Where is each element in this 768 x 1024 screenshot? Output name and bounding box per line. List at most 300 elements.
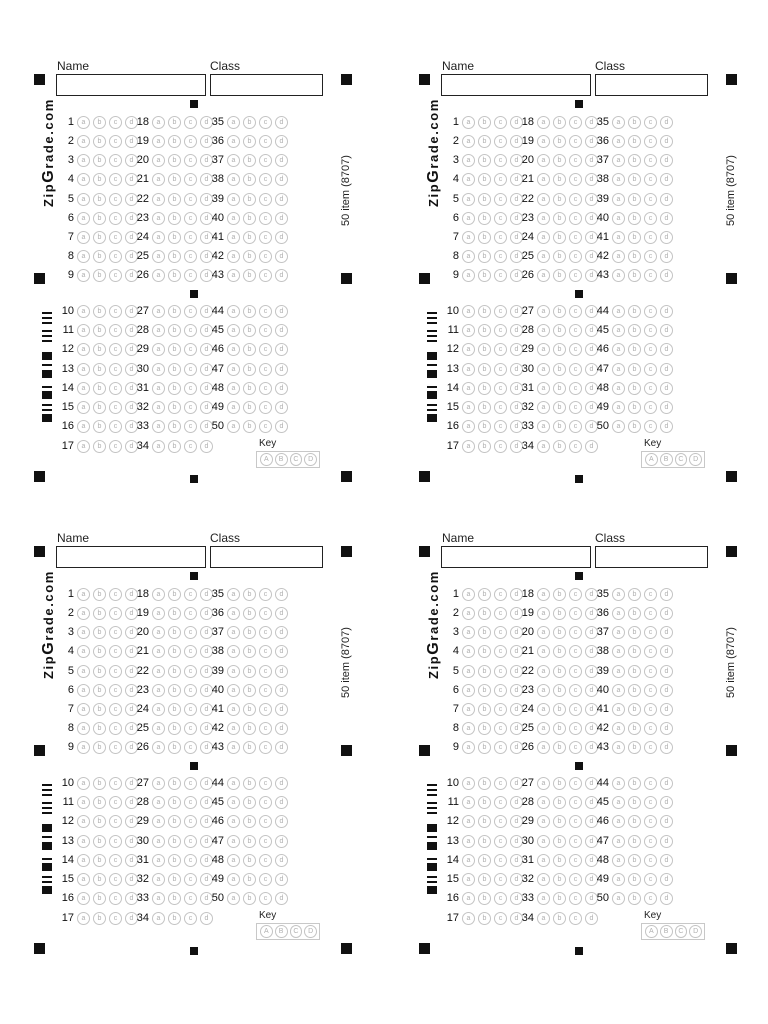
answer-bubble[interactable]: c bbox=[109, 154, 122, 167]
answer-bubble[interactable]: d bbox=[510, 626, 523, 639]
answer-bubble[interactable]: d bbox=[275, 401, 288, 414]
answer-bubble[interactable]: b bbox=[93, 796, 106, 809]
answer-bubble[interactable]: c bbox=[109, 440, 122, 453]
answer-bubble[interactable]: b bbox=[243, 382, 256, 395]
answer-bubble[interactable]: c bbox=[569, 250, 582, 263]
answer-bubble[interactable]: c bbox=[109, 231, 122, 244]
answer-bubble[interactable]: b bbox=[168, 665, 181, 678]
answer-bubble[interactable]: b bbox=[478, 645, 491, 658]
answer-bubble[interactable]: c bbox=[109, 401, 122, 414]
answer-bubble[interactable]: d bbox=[585, 588, 598, 601]
answer-bubble[interactable]: b bbox=[478, 154, 491, 167]
answer-bubble[interactable]: d bbox=[125, 854, 138, 867]
answer-bubble[interactable]: d bbox=[200, 193, 213, 206]
answer-bubble[interactable]: b bbox=[478, 343, 491, 356]
answer-bubble[interactable]: a bbox=[462, 684, 475, 697]
answer-bubble[interactable]: a bbox=[77, 440, 90, 453]
answer-bubble[interactable]: d bbox=[585, 401, 598, 414]
answer-bubble[interactable]: d bbox=[125, 722, 138, 735]
answer-bubble[interactable]: d bbox=[125, 231, 138, 244]
answer-bubble[interactable]: c bbox=[569, 116, 582, 129]
answer-bubble[interactable]: a bbox=[227, 324, 240, 337]
answer-bubble[interactable]: b bbox=[93, 835, 106, 848]
answer-bubble[interactable]: b bbox=[628, 269, 641, 282]
answer-bubble[interactable]: d bbox=[585, 250, 598, 263]
answer-bubble[interactable]: d bbox=[660, 607, 673, 620]
answer-bubble[interactable]: a bbox=[77, 212, 90, 225]
key-bubble[interactable]: C bbox=[290, 925, 303, 938]
answer-bubble[interactable]: c bbox=[494, 892, 507, 905]
answer-bubble[interactable]: b bbox=[628, 382, 641, 395]
answer-bubble[interactable]: a bbox=[77, 722, 90, 735]
answer-bubble[interactable]: c bbox=[644, 193, 657, 206]
answer-bubble[interactable]: b bbox=[553, 324, 566, 337]
answer-bubble[interactable]: b bbox=[553, 703, 566, 716]
answer-bubble[interactable]: a bbox=[537, 815, 550, 828]
answer-bubble[interactable]: a bbox=[462, 892, 475, 905]
answer-bubble[interactable]: b bbox=[478, 420, 491, 433]
answer-bubble[interactable]: d bbox=[510, 401, 523, 414]
answer-bubble[interactable]: b bbox=[168, 912, 181, 925]
answer-bubble[interactable]: c bbox=[644, 382, 657, 395]
answer-bubble[interactable]: c bbox=[184, 382, 197, 395]
answer-bubble[interactable]: c bbox=[109, 815, 122, 828]
answer-bubble[interactable]: a bbox=[537, 231, 550, 244]
answer-bubble[interactable]: b bbox=[478, 854, 491, 867]
answer-bubble[interactable]: b bbox=[553, 854, 566, 867]
answer-bubble[interactable]: d bbox=[200, 269, 213, 282]
answer-bubble[interactable]: c bbox=[494, 854, 507, 867]
answer-bubble[interactable]: a bbox=[612, 777, 625, 790]
answer-bubble[interactable]: c bbox=[259, 250, 272, 263]
answer-bubble[interactable]: c bbox=[569, 777, 582, 790]
answer-bubble[interactable]: c bbox=[569, 665, 582, 678]
answer-bubble[interactable]: b bbox=[93, 363, 106, 376]
answer-bubble[interactable]: d bbox=[510, 382, 523, 395]
answer-bubble[interactable]: b bbox=[168, 684, 181, 697]
answer-bubble[interactable]: b bbox=[243, 703, 256, 716]
answer-bubble[interactable]: b bbox=[168, 626, 181, 639]
answer-bubble[interactable]: d bbox=[200, 343, 213, 356]
answer-bubble[interactable]: b bbox=[243, 722, 256, 735]
answer-bubble[interactable]: d bbox=[275, 892, 288, 905]
answer-bubble[interactable]: a bbox=[537, 722, 550, 735]
answer-bubble[interactable]: d bbox=[585, 135, 598, 148]
answer-bubble[interactable]: c bbox=[109, 665, 122, 678]
answer-bubble[interactable]: b bbox=[628, 212, 641, 225]
answer-bubble[interactable]: d bbox=[660, 796, 673, 809]
answer-bubble[interactable]: b bbox=[243, 401, 256, 414]
answer-bubble[interactable]: c bbox=[259, 892, 272, 905]
answer-bubble[interactable]: d bbox=[660, 665, 673, 678]
answer-bubble[interactable]: a bbox=[462, 777, 475, 790]
answer-bubble[interactable]: b bbox=[478, 796, 491, 809]
answer-bubble[interactable]: a bbox=[77, 231, 90, 244]
answer-bubble[interactable]: d bbox=[200, 645, 213, 658]
answer-bubble[interactable]: d bbox=[275, 116, 288, 129]
answer-bubble[interactable]: d bbox=[510, 420, 523, 433]
answer-bubble[interactable]: c bbox=[109, 135, 122, 148]
answer-bubble[interactable]: b bbox=[168, 212, 181, 225]
answer-bubble[interactable]: c bbox=[184, 665, 197, 678]
answer-bubble[interactable]: a bbox=[537, 684, 550, 697]
answer-bubble[interactable]: d bbox=[585, 796, 598, 809]
answer-bubble[interactable]: c bbox=[109, 193, 122, 206]
answer-bubble[interactable]: b bbox=[553, 607, 566, 620]
answer-bubble[interactable]: a bbox=[227, 173, 240, 186]
key-bubble[interactable]: C bbox=[290, 453, 303, 466]
answer-bubble[interactable]: d bbox=[125, 703, 138, 716]
answer-bubble[interactable]: c bbox=[259, 363, 272, 376]
key-bubble[interactable]: A bbox=[645, 925, 658, 938]
key-bubble[interactable]: D bbox=[304, 925, 317, 938]
answer-bubble[interactable]: d bbox=[585, 231, 598, 244]
answer-bubble[interactable]: b bbox=[553, 722, 566, 735]
answer-bubble[interactable]: a bbox=[152, 835, 165, 848]
answer-bubble[interactable]: c bbox=[184, 815, 197, 828]
answer-bubble[interactable]: d bbox=[660, 305, 673, 318]
answer-bubble[interactable]: b bbox=[478, 173, 491, 186]
answer-bubble[interactable]: c bbox=[569, 912, 582, 925]
class-field[interactable] bbox=[595, 546, 708, 568]
answer-bubble[interactable]: d bbox=[660, 835, 673, 848]
answer-bubble[interactable]: b bbox=[168, 135, 181, 148]
answer-bubble[interactable]: d bbox=[275, 135, 288, 148]
answer-bubble[interactable]: a bbox=[537, 343, 550, 356]
key-bubble[interactable]: B bbox=[275, 925, 288, 938]
answer-bubble[interactable]: a bbox=[77, 777, 90, 790]
answer-bubble[interactable]: a bbox=[612, 135, 625, 148]
answer-bubble[interactable]: b bbox=[93, 231, 106, 244]
answer-bubble[interactable]: b bbox=[243, 684, 256, 697]
answer-bubble[interactable]: a bbox=[612, 305, 625, 318]
answer-bubble[interactable]: d bbox=[585, 645, 598, 658]
answer-bubble[interactable]: d bbox=[660, 401, 673, 414]
answer-bubble[interactable]: c bbox=[644, 873, 657, 886]
answer-bubble[interactable]: c bbox=[259, 154, 272, 167]
answer-bubble[interactable]: c bbox=[644, 892, 657, 905]
answer-bubble[interactable]: a bbox=[537, 212, 550, 225]
answer-bubble[interactable]: c bbox=[184, 607, 197, 620]
answer-bubble[interactable]: c bbox=[259, 269, 272, 282]
answer-bubble[interactable]: b bbox=[628, 250, 641, 263]
answer-bubble[interactable]: b bbox=[243, 116, 256, 129]
answer-bubble[interactable]: a bbox=[77, 193, 90, 206]
answer-bubble[interactable]: a bbox=[612, 815, 625, 828]
answer-bubble[interactable]: b bbox=[628, 343, 641, 356]
answer-bubble[interactable]: b bbox=[93, 645, 106, 658]
answer-bubble[interactable]: d bbox=[510, 154, 523, 167]
answer-bubble[interactable]: b bbox=[553, 305, 566, 318]
answer-bubble[interactable]: c bbox=[494, 815, 507, 828]
answer-bubble[interactable]: c bbox=[644, 703, 657, 716]
answer-bubble[interactable]: c bbox=[184, 269, 197, 282]
answer-bubble[interactable]: a bbox=[152, 645, 165, 658]
answer-bubble[interactable]: a bbox=[152, 440, 165, 453]
answer-bubble[interactable]: d bbox=[200, 363, 213, 376]
answer-bubble[interactable]: a bbox=[537, 777, 550, 790]
answer-bubble[interactable]: a bbox=[77, 796, 90, 809]
answer-bubble[interactable]: d bbox=[200, 231, 213, 244]
answer-bubble[interactable]: d bbox=[200, 607, 213, 620]
answer-bubble[interactable]: d bbox=[200, 401, 213, 414]
key-bubble[interactable]: B bbox=[660, 925, 673, 938]
answer-bubble[interactable]: b bbox=[628, 154, 641, 167]
answer-bubble[interactable]: c bbox=[494, 305, 507, 318]
answer-bubble[interactable]: b bbox=[93, 815, 106, 828]
answer-bubble[interactable]: b bbox=[93, 684, 106, 697]
answer-bubble[interactable]: c bbox=[644, 173, 657, 186]
answer-bubble[interactable]: a bbox=[612, 116, 625, 129]
answer-bubble[interactable]: c bbox=[644, 154, 657, 167]
answer-bubble[interactable]: b bbox=[628, 231, 641, 244]
answer-bubble[interactable]: d bbox=[660, 154, 673, 167]
answer-bubble[interactable]: a bbox=[77, 401, 90, 414]
answer-bubble[interactable]: d bbox=[510, 873, 523, 886]
answer-bubble[interactable]: a bbox=[77, 645, 90, 658]
answer-bubble[interactable]: b bbox=[553, 741, 566, 754]
answer-bubble[interactable]: c bbox=[494, 193, 507, 206]
answer-bubble[interactable]: c bbox=[259, 626, 272, 639]
key-bubble[interactable]: D bbox=[304, 453, 317, 466]
answer-bubble[interactable]: b bbox=[478, 231, 491, 244]
answer-bubble[interactable]: c bbox=[569, 382, 582, 395]
answer-bubble[interactable]: c bbox=[494, 231, 507, 244]
answer-bubble[interactable]: b bbox=[168, 854, 181, 867]
answer-bubble[interactable]: b bbox=[93, 722, 106, 735]
answer-bubble[interactable]: c bbox=[494, 645, 507, 658]
answer-bubble[interactable]: c bbox=[569, 588, 582, 601]
answer-bubble[interactable]: d bbox=[200, 440, 213, 453]
answer-bubble[interactable]: a bbox=[537, 665, 550, 678]
answer-bubble[interactable]: b bbox=[243, 212, 256, 225]
answer-bubble[interactable]: d bbox=[275, 722, 288, 735]
answer-bubble[interactable]: b bbox=[478, 401, 491, 414]
answer-bubble[interactable]: a bbox=[462, 401, 475, 414]
answer-bubble[interactable]: b bbox=[628, 741, 641, 754]
answer-bubble[interactable]: d bbox=[585, 854, 598, 867]
answer-bubble[interactable]: a bbox=[227, 305, 240, 318]
answer-bubble[interactable]: d bbox=[125, 588, 138, 601]
answer-bubble[interactable]: d bbox=[510, 607, 523, 620]
answer-bubble[interactable]: a bbox=[152, 854, 165, 867]
answer-bubble[interactable]: d bbox=[200, 741, 213, 754]
answer-bubble[interactable]: a bbox=[462, 645, 475, 658]
answer-bubble[interactable]: c bbox=[259, 193, 272, 206]
answer-bubble[interactable]: b bbox=[168, 703, 181, 716]
answer-bubble[interactable]: b bbox=[628, 722, 641, 735]
answer-bubble[interactable]: c bbox=[569, 835, 582, 848]
answer-bubble[interactable]: a bbox=[152, 873, 165, 886]
answer-bubble[interactable]: b bbox=[93, 116, 106, 129]
answer-bubble[interactable]: b bbox=[553, 777, 566, 790]
answer-bubble[interactable]: c bbox=[109, 343, 122, 356]
answer-bubble[interactable]: c bbox=[494, 401, 507, 414]
answer-bubble[interactable]: a bbox=[77, 116, 90, 129]
answer-bubble[interactable]: d bbox=[200, 703, 213, 716]
answer-bubble[interactable]: b bbox=[478, 626, 491, 639]
answer-bubble[interactable]: d bbox=[585, 873, 598, 886]
answer-bubble[interactable]: a bbox=[77, 873, 90, 886]
answer-bubble[interactable]: d bbox=[660, 324, 673, 337]
answer-bubble[interactable]: d bbox=[585, 324, 598, 337]
answer-bubble[interactable]: a bbox=[537, 645, 550, 658]
answer-bubble[interactable]: c bbox=[569, 626, 582, 639]
answer-bubble[interactable]: c bbox=[184, 684, 197, 697]
name-field[interactable] bbox=[441, 546, 591, 568]
name-field[interactable] bbox=[441, 74, 591, 96]
answer-bubble[interactable]: b bbox=[553, 250, 566, 263]
answer-bubble[interactable]: c bbox=[259, 135, 272, 148]
answer-bubble[interactable]: b bbox=[168, 588, 181, 601]
answer-bubble[interactable]: a bbox=[612, 343, 625, 356]
answer-bubble[interactable]: d bbox=[200, 777, 213, 790]
answer-bubble[interactable]: b bbox=[478, 324, 491, 337]
answer-bubble[interactable]: d bbox=[200, 305, 213, 318]
answer-bubble[interactable]: b bbox=[553, 835, 566, 848]
answer-bubble[interactable]: c bbox=[494, 173, 507, 186]
answer-bubble[interactable]: a bbox=[152, 741, 165, 754]
answer-bubble[interactable]: b bbox=[478, 440, 491, 453]
answer-bubble[interactable]: b bbox=[93, 777, 106, 790]
answer-bubble[interactable]: a bbox=[227, 250, 240, 263]
answer-bubble[interactable]: d bbox=[200, 173, 213, 186]
answer-bubble[interactable]: c bbox=[259, 777, 272, 790]
class-field[interactable] bbox=[210, 74, 323, 96]
answer-bubble[interactable]: d bbox=[510, 135, 523, 148]
answer-bubble[interactable]: c bbox=[494, 722, 507, 735]
answer-bubble[interactable]: b bbox=[93, 703, 106, 716]
answer-bubble[interactable]: b bbox=[93, 212, 106, 225]
answer-bubble[interactable]: a bbox=[462, 588, 475, 601]
answer-bubble[interactable]: b bbox=[553, 382, 566, 395]
answer-bubble[interactable]: a bbox=[227, 873, 240, 886]
answer-bubble[interactable]: a bbox=[152, 892, 165, 905]
answer-bubble[interactable]: a bbox=[612, 269, 625, 282]
answer-bubble[interactable]: c bbox=[494, 912, 507, 925]
answer-bubble[interactable]: d bbox=[510, 269, 523, 282]
answer-bubble[interactable]: d bbox=[125, 135, 138, 148]
answer-bubble[interactable]: c bbox=[644, 777, 657, 790]
answer-bubble[interactable]: c bbox=[109, 626, 122, 639]
answer-bubble[interactable]: d bbox=[510, 796, 523, 809]
answer-bubble[interactable]: a bbox=[227, 212, 240, 225]
answer-bubble[interactable]: a bbox=[462, 212, 475, 225]
answer-bubble[interactable]: b bbox=[243, 363, 256, 376]
answer-bubble[interactable]: c bbox=[644, 231, 657, 244]
answer-bubble[interactable]: d bbox=[200, 912, 213, 925]
answer-bubble[interactable]: c bbox=[259, 703, 272, 716]
answer-bubble[interactable]: a bbox=[462, 343, 475, 356]
answer-bubble[interactable]: d bbox=[200, 154, 213, 167]
answer-bubble[interactable]: a bbox=[462, 305, 475, 318]
answer-bubble[interactable]: a bbox=[612, 703, 625, 716]
answer-bubble[interactable]: b bbox=[478, 912, 491, 925]
answer-bubble[interactable]: a bbox=[462, 815, 475, 828]
answer-bubble[interactable]: c bbox=[494, 420, 507, 433]
answer-bubble[interactable]: d bbox=[585, 173, 598, 186]
answer-bubble[interactable]: d bbox=[125, 835, 138, 848]
answer-bubble[interactable]: a bbox=[537, 892, 550, 905]
answer-bubble[interactable]: b bbox=[628, 854, 641, 867]
answer-bubble[interactable]: c bbox=[184, 741, 197, 754]
answer-bubble[interactable]: d bbox=[200, 116, 213, 129]
answer-bubble[interactable]: c bbox=[644, 645, 657, 658]
answer-bubble[interactable]: c bbox=[569, 796, 582, 809]
answer-bubble[interactable]: c bbox=[569, 703, 582, 716]
answer-bubble[interactable]: c bbox=[494, 607, 507, 620]
answer-bubble[interactable]: c bbox=[109, 116, 122, 129]
answer-bubble[interactable]: d bbox=[125, 892, 138, 905]
answer-bubble[interactable]: b bbox=[168, 193, 181, 206]
answer-bubble[interactable]: d bbox=[125, 684, 138, 697]
answer-bubble[interactable]: a bbox=[537, 363, 550, 376]
answer-bubble[interactable]: d bbox=[510, 645, 523, 658]
answer-bubble[interactable]: b bbox=[243, 892, 256, 905]
answer-bubble[interactable]: b bbox=[553, 269, 566, 282]
answer-bubble[interactable]: a bbox=[227, 815, 240, 828]
answer-bubble[interactable]: c bbox=[569, 173, 582, 186]
answer-bubble[interactable]: c bbox=[259, 722, 272, 735]
answer-bubble[interactable]: d bbox=[510, 116, 523, 129]
answer-bubble[interactable]: d bbox=[125, 401, 138, 414]
answer-bubble[interactable]: b bbox=[478, 135, 491, 148]
answer-bubble[interactable]: c bbox=[184, 588, 197, 601]
answer-bubble[interactable]: b bbox=[168, 401, 181, 414]
answer-bubble[interactable]: b bbox=[93, 135, 106, 148]
answer-bubble[interactable]: c bbox=[494, 665, 507, 678]
answer-bubble[interactable]: a bbox=[77, 912, 90, 925]
answer-bubble[interactable]: c bbox=[184, 873, 197, 886]
name-field[interactable] bbox=[56, 546, 206, 568]
answer-bubble[interactable]: d bbox=[660, 193, 673, 206]
answer-bubble[interactable]: b bbox=[628, 684, 641, 697]
answer-bubble[interactable]: d bbox=[275, 363, 288, 376]
answer-bubble[interactable]: b bbox=[93, 873, 106, 886]
answer-bubble[interactable]: b bbox=[478, 382, 491, 395]
answer-bubble[interactable]: d bbox=[275, 626, 288, 639]
answer-bubble[interactable]: d bbox=[585, 305, 598, 318]
answer-bubble[interactable]: d bbox=[200, 835, 213, 848]
answer-bubble[interactable]: d bbox=[510, 722, 523, 735]
answer-bubble[interactable]: b bbox=[553, 363, 566, 376]
answer-bubble[interactable]: d bbox=[275, 665, 288, 678]
answer-bubble[interactable]: a bbox=[152, 135, 165, 148]
answer-bubble[interactable]: c bbox=[644, 116, 657, 129]
answer-bubble[interactable]: a bbox=[77, 173, 90, 186]
answer-bubble[interactable]: b bbox=[243, 324, 256, 337]
answer-bubble[interactable]: b bbox=[243, 193, 256, 206]
answer-bubble[interactable]: a bbox=[462, 116, 475, 129]
answer-bubble[interactable]: c bbox=[184, 116, 197, 129]
answer-bubble[interactable]: a bbox=[152, 912, 165, 925]
answer-bubble[interactable]: d bbox=[660, 703, 673, 716]
answer-bubble[interactable]: c bbox=[109, 912, 122, 925]
answer-bubble[interactable]: d bbox=[275, 815, 288, 828]
answer-bubble[interactable]: d bbox=[585, 116, 598, 129]
answer-bubble[interactable]: a bbox=[612, 401, 625, 414]
answer-bubble[interactable]: c bbox=[494, 363, 507, 376]
answer-bubble[interactable]: c bbox=[184, 835, 197, 848]
answer-bubble[interactable]: d bbox=[510, 343, 523, 356]
answer-bubble[interactable]: a bbox=[227, 420, 240, 433]
answer-bubble[interactable]: d bbox=[275, 588, 288, 601]
answer-bubble[interactable]: c bbox=[644, 741, 657, 754]
answer-bubble[interactable]: d bbox=[510, 703, 523, 716]
answer-bubble[interactable]: b bbox=[93, 741, 106, 754]
answer-bubble[interactable]: a bbox=[462, 912, 475, 925]
answer-bubble[interactable]: d bbox=[660, 135, 673, 148]
